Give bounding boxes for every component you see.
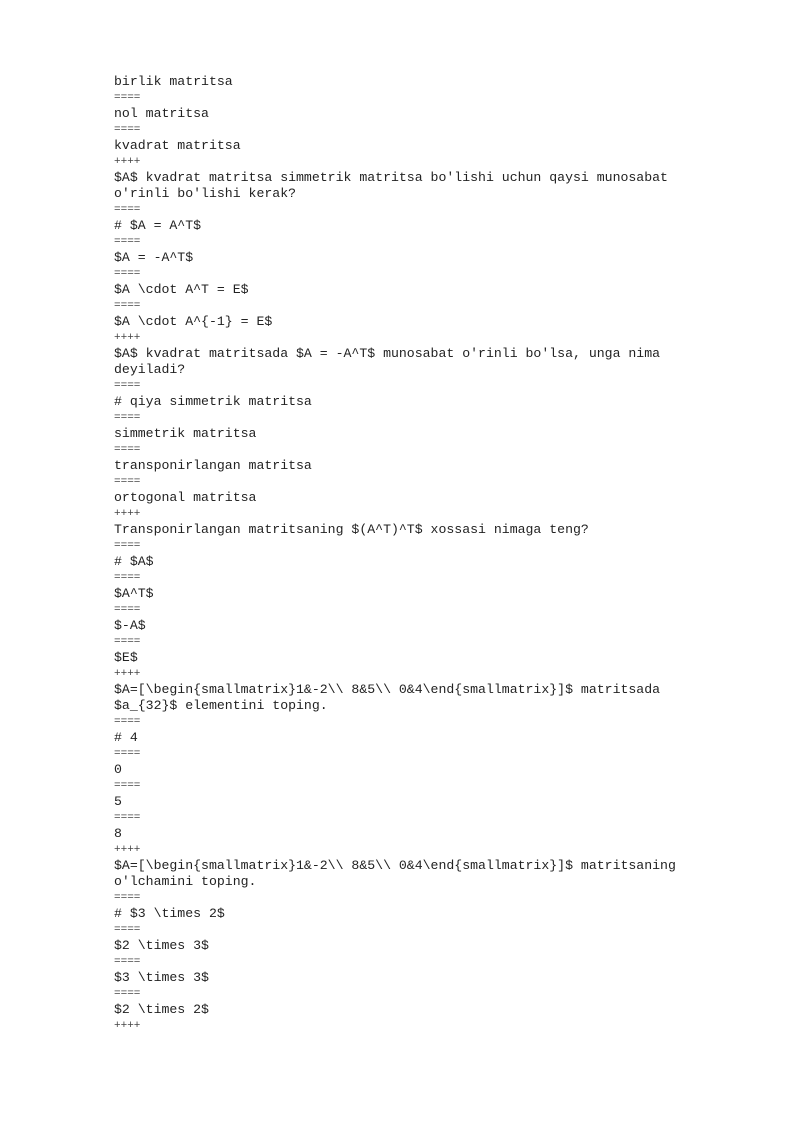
question-separator: ++++ [114, 508, 141, 520]
option-separator: ==== [114, 604, 141, 616]
option-separator: ==== [114, 92, 141, 104]
option-separator: ==== [114, 476, 141, 488]
correct-answer-line: # $A$ [114, 554, 154, 569]
text-line: transponirlangan matritsa [114, 458, 312, 473]
text-line: $A=[\begin{smallmatrix}1&-2\\ 8&5\\ 0&4\end{smallmatrix}]$ matritsaning [114, 858, 676, 873]
option-separator: ==== [114, 780, 141, 792]
question-separator: ++++ [114, 1020, 141, 1032]
text-line: $A$ kvadrat matritsa simmetrik matritsa bo'lishi uchun qaysi munosabat [114, 170, 668, 185]
option-separator: ==== [114, 268, 141, 280]
option-separator: ==== [114, 892, 141, 904]
text-line: $A=[\begin{smallmatrix}1&-2\\ 8&5\\ 0&4\end{smallmatrix}]$ matritsada [114, 682, 661, 697]
document-body [114, 74, 754, 1034]
text-line: $3 \times 3$ [114, 970, 209, 985]
text-line: $A^T$ [114, 586, 154, 601]
option-separator: ==== [114, 924, 141, 936]
text-line: simmetrik matritsa [114, 426, 257, 441]
text-line: o'rinli bo'lishi kerak? [114, 186, 297, 201]
option-separator: ==== [114, 716, 141, 728]
text-line: $A$ kvadrat matritsada $A = -A^T$ munosabat o'rinli bo'lsa, unga nima [114, 346, 661, 361]
option-separator: ==== [114, 236, 141, 248]
option-separator: ==== [114, 380, 141, 392]
text-line: kvadrat matritsa [114, 138, 241, 153]
option-separator: ==== [114, 444, 141, 456]
option-separator: ==== [114, 300, 141, 312]
text-line: deyiladi? [114, 362, 186, 377]
text-line: birlik matritsa [114, 74, 233, 89]
text-line: o'lchamini toping. [114, 874, 257, 889]
text-line: $E$ [114, 650, 138, 665]
question-separator: ++++ [114, 156, 141, 168]
question-separator: ++++ [114, 332, 141, 344]
text-line: $-A$ [114, 618, 146, 633]
text-line: $2 \times 3$ [114, 938, 209, 953]
option-separator: ==== [114, 540, 141, 552]
option-separator: ==== [114, 956, 141, 968]
text-line: $A \cdot A^{-1} = E$ [114, 314, 273, 329]
text-line: $A \cdot A^T = E$ [114, 282, 249, 297]
option-separator: ==== [114, 748, 141, 760]
question-separator: ++++ [114, 668, 141, 680]
correct-answer-line: # qiya simmetrik matritsa [114, 394, 312, 409]
text-line: $2 \times 2$ [114, 1002, 209, 1017]
correct-answer-line: # $A = A^T$ [114, 218, 202, 233]
text-line: $a_{32}$ elementini toping. [114, 698, 328, 713]
option-separator: ==== [114, 124, 141, 136]
question-separator: ++++ [114, 844, 141, 856]
text-line: 8 [114, 826, 122, 841]
text-line: nol matritsa [114, 106, 209, 121]
correct-answer-line: # $3 \times 2$ [114, 906, 225, 921]
option-separator: ==== [114, 988, 141, 1000]
option-separator: ==== [114, 204, 141, 216]
correct-answer-line: # 4 [114, 730, 138, 745]
option-separator: ==== [114, 572, 141, 584]
text-line: ortogonal matritsa [114, 490, 257, 505]
option-separator: ==== [114, 636, 141, 648]
text-line: Transponirlangan matritsaning $(A^T)^T$ xossasi nimaga teng? [114, 522, 589, 537]
text-line: 5 [114, 794, 122, 809]
option-separator: ==== [114, 812, 141, 824]
text-line: 0 [114, 762, 122, 777]
text-line: $A = -A^T$ [114, 250, 194, 265]
option-separator: ==== [114, 412, 141, 424]
